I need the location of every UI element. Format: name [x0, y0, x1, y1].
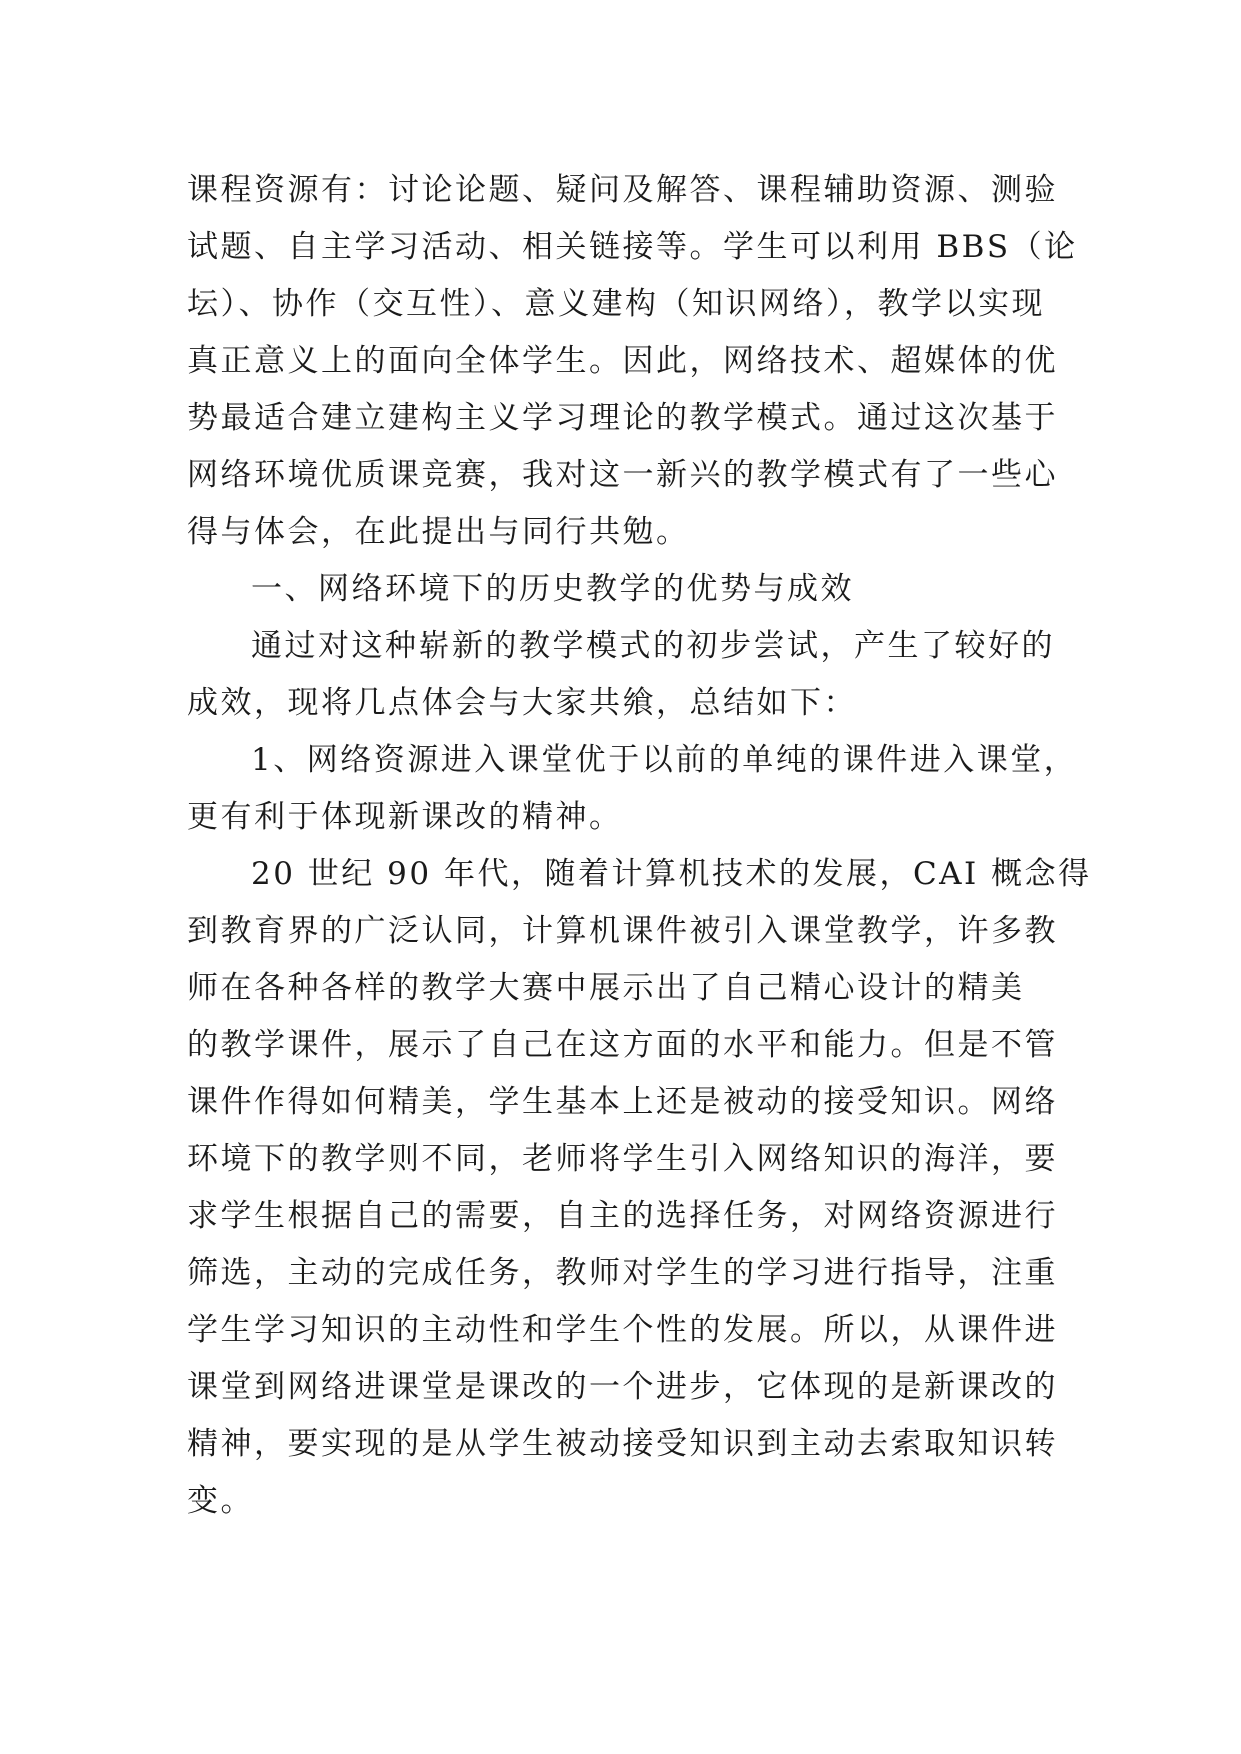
text-line: 学生学习知识的主动性和学生个性的发展。所以，从课件进: [187, 1312, 1058, 1348]
text-line: 变。: [187, 1483, 254, 1519]
text-line: 得与体会，在此提出与同行共勉。: [187, 514, 690, 550]
text-line: 坛）、协作（交互性）、意义建构（知识网络），教学以实现: [187, 286, 1045, 322]
document-body: [187, 162, 1092, 1530]
text-line: 课堂到网络进课堂是课改的一个进步，它体现的是新课改的: [187, 1369, 1058, 1405]
text-line: 通过对这种崭新的教学模式的初步尝试，产生了较好的: [251, 628, 1055, 664]
text-line: 筛选，主动的完成任务，教师对学生的学习进行指导，注重: [187, 1255, 1058, 1291]
text-line: 到教育界的广泛认同，计算机课件被引入课堂教学，许多教: [187, 913, 1058, 949]
text-line: 的教学课件，展示了自己在这方面的水平和能力。但是不管: [187, 1027, 1058, 1063]
section-heading: 一、网络环境下的历史教学的优势与成效: [251, 571, 854, 607]
text-line: 课件作得如何精美，学生基本上还是被动的接受知识。网络: [187, 1084, 1058, 1120]
text-line: 师在各种各样的教学大赛中展示出了自己精心设计的精美: [187, 970, 1025, 1006]
subsection-heading: 1、网络资源进入课堂优于以前的单纯的课件进入课堂，: [251, 742, 1078, 778]
text-line: 真正意义上的面向全体学生。因此，网络技术、超媒体的优: [187, 343, 1058, 379]
text-line: 成效，现将几点体会与大家共飨，总结如下：: [187, 685, 857, 721]
text-line: 网络环境优质课竞赛，我对这一新兴的教学模式有了一些心: [187, 457, 1058, 493]
text-line: 20 世纪 90 年代，随着计算机技术的发展，CAI 概念得: [251, 856, 1092, 892]
text-line: 更有利于体现新课改的精神。: [187, 799, 623, 835]
text-line: 课程资源有：讨论论题、疑问及解答、课程辅助资源、测验: [187, 172, 1058, 208]
text-line: 试题、自主学习活动、相关链接等。学生可以利用 BBS（论: [187, 229, 1078, 265]
text-line: 精神，要实现的是从学生被动接受知识到主动去索取知识转: [187, 1426, 1058, 1462]
text-line: 势最适合建立建构主义学习理论的教学模式。通过这次基于: [187, 400, 1058, 436]
text-line: 环境下的教学则不同，老师将学生引入网络知识的海洋，要: [187, 1141, 1058, 1177]
text-line: 求学生根据自己的需要，自主的选择任务，对网络资源进行: [187, 1198, 1058, 1234]
